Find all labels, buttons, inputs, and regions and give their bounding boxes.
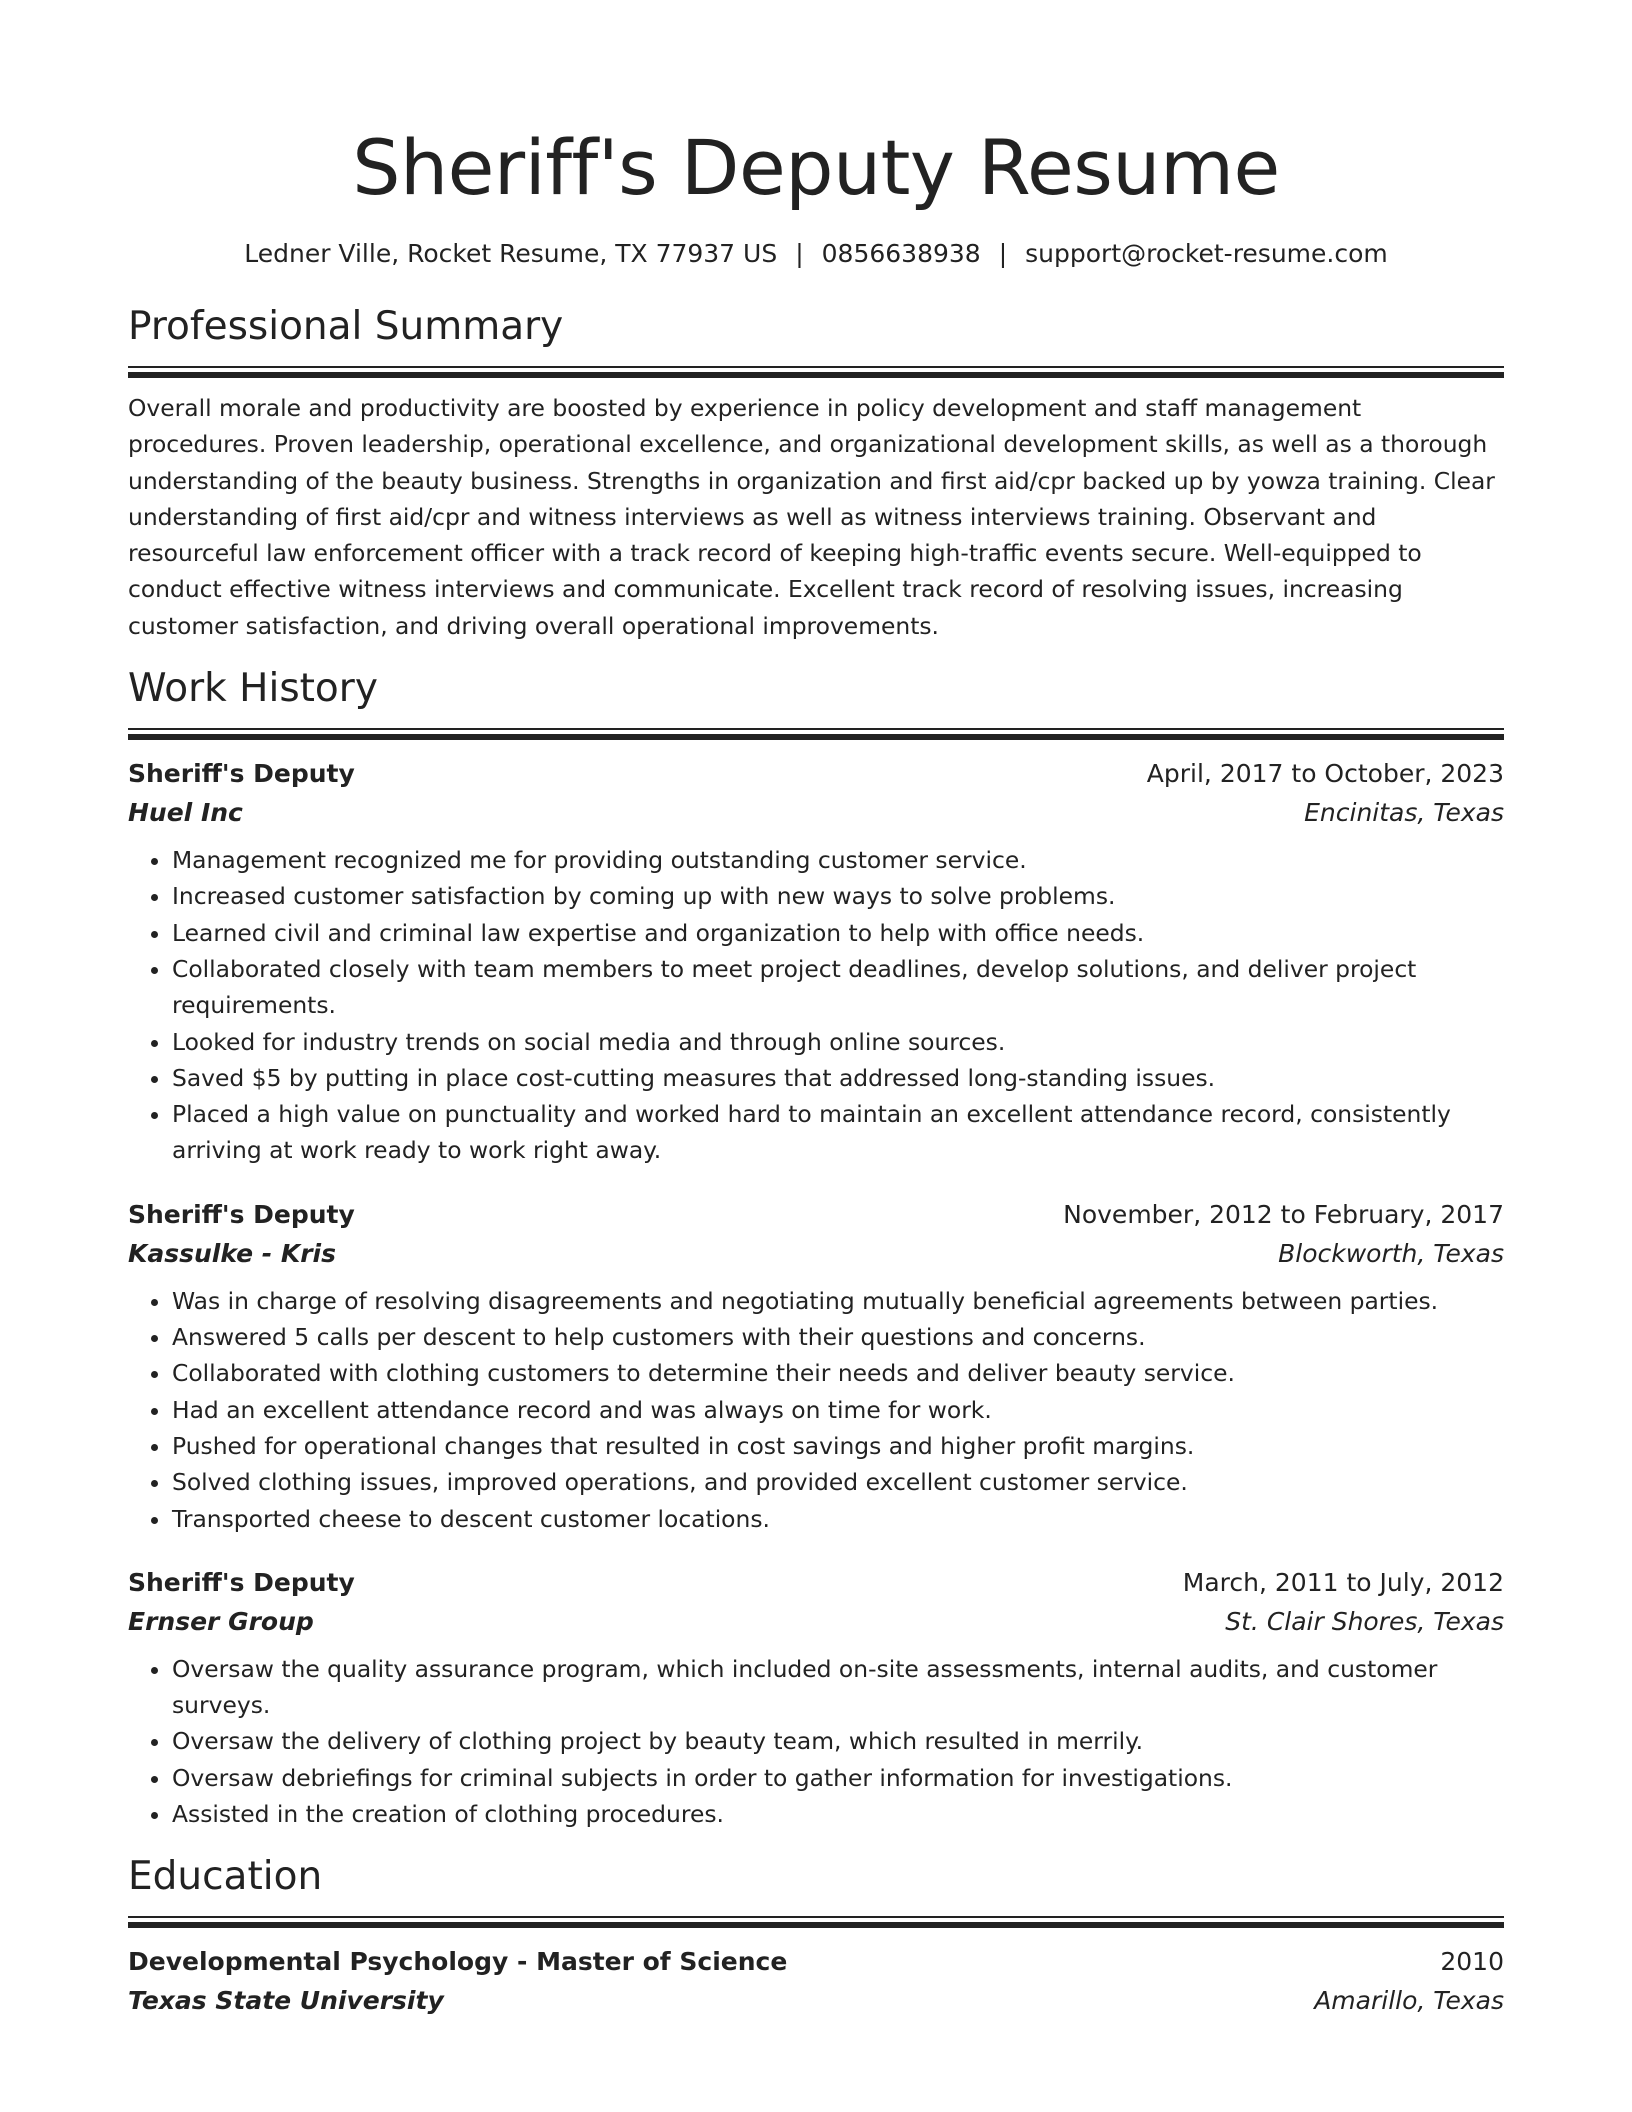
education-header-row — [128, 1942, 1504, 1981]
contact-separator: | — [795, 239, 804, 268]
job-location: Encinitas, Texas — [1304, 798, 1504, 828]
contact-phone: 0856638938 — [821, 239, 981, 268]
bullet-item: • Collaborated with clothing customers to determine their needs and deliver beauty service. — [172, 1355, 1504, 1391]
education-school-row — [128, 1981, 1504, 2020]
section-divider — [128, 728, 1504, 740]
job-entry — [128, 1195, 1504, 1537]
job-title: Sheriff's Deputy — [128, 1199, 355, 1229]
job-company: Kassulke - Kris — [128, 1238, 336, 1268]
bullet-item: • Oversaw the delivery of clothing project by beauty team, which resulted in merrily. — [172, 1723, 1504, 1759]
bullet-item: • Was in charge of resolving disagreements and negotiating mutually beneficial agreements between parties. — [172, 1283, 1504, 1319]
bullet-item: • Had an excellent attendance record and was always on time for work. — [172, 1392, 1504, 1428]
job-company-row — [128, 1234, 1504, 1273]
bullet-item: • Oversaw the quality assurance program, which included on-site assessments, internal audits, and customer surveys. — [172, 1651, 1504, 1724]
job-dates: March, 2011 to July, 2012 — [1182, 1567, 1504, 1597]
bullet-item: • Oversaw debriefings for criminal subjects in order to gather information for investigations. — [172, 1760, 1504, 1796]
section-divider — [128, 366, 1504, 378]
job-header-row — [128, 1195, 1504, 1234]
contact-email: support@rocket-resume.com — [1025, 239, 1388, 268]
education-degree: Developmental Psychology - Master of Science — [128, 1947, 788, 1977]
job-header-row — [128, 754, 1504, 793]
bullet-item: • Saved $5 by putting in place cost-cutting measures that addressed long-standing issues. — [172, 1060, 1504, 1096]
summary-section — [128, 302, 1504, 644]
section-divider — [128, 1916, 1504, 1928]
bullet-item: • Pushed for operational changes that resulted in cost savings and higher profit margins. — [172, 1428, 1504, 1464]
contact-separator: | — [998, 239, 1008, 268]
bullet-item: • Increased customer satisfaction by coming up with new ways to solve problems. — [172, 878, 1504, 914]
job-bullets — [128, 1651, 1504, 1832]
bullet-item: • Placed a high value on punctuality and worked hard to maintain an excellent attendance record, consistently arriving at work ready to work right away. — [172, 1096, 1504, 1169]
job-entry — [128, 1563, 1504, 1832]
education-section — [128, 1852, 1504, 2020]
job-header-row — [128, 1563, 1504, 1602]
bullet-item: • Looked for industry trends on social media and through online sources. — [172, 1024, 1504, 1060]
job-entry — [128, 754, 1504, 1169]
education-heading: Education — [128, 1854, 323, 1900]
job-title: Sheriff's Deputy — [128, 759, 355, 789]
education-year: 2010 — [1440, 1947, 1504, 1977]
education-school: Texas State University — [128, 1986, 444, 2016]
job-title: Sheriff's Deputy — [128, 1567, 355, 1597]
job-bullets — [128, 842, 1504, 1169]
summary-text: Overall morale and productivity are boosted by experience in policy development and staff management procedures. Proven leadership, operational excellence, and organizational development skills, as well as a thorough understanding of the beauty business. Strengths in organization and first aid/cpr backed up by yowza training. Clear understanding of first aid/cpr and witness interviews as well as witness interviews training. Observant and resourceful law enforcement officer with a track record of keeping high-traffic events secure. Well-equipped to conduct effective witness interviews and communicate. Excellent track record of resolving issues, increasing customer satisfaction, and driving overall operational improvements. — [128, 394, 1495, 640]
contact-line — [128, 236, 1504, 272]
education-entry — [128, 1942, 1504, 2020]
job-bullets — [128, 1283, 1504, 1537]
contact-address: Ledner Ville, Rocket Resume, TX 77937 US — [244, 239, 778, 268]
job-dates: November, 2012 to February, 2017 — [1063, 1199, 1504, 1229]
bullet-item: • Management recognized me for providing outstanding customer service. — [172, 842, 1504, 878]
bullet-item: • Learned civil and criminal law expertise and organization to help with office needs. — [172, 915, 1504, 951]
education-location: Amarillo, Texas — [1314, 1986, 1504, 2016]
page-title: Sheriff's Deputy Resume — [352, 123, 1280, 212]
work-history-section — [128, 664, 1504, 1832]
bullet-item: • Solved clothing issues, improved operations, and provided excellent customer service. — [172, 1464, 1504, 1500]
work-history-heading: Work History — [128, 666, 378, 712]
job-company: Ernser Group — [128, 1606, 314, 1636]
job-location: Blockworth, Texas — [1278, 1238, 1504, 1268]
bullet-item: • Assisted in the creation of clothing procedures. — [172, 1796, 1504, 1832]
job-company-row — [128, 793, 1504, 832]
job-dates: April, 2017 to October, 2023 — [1146, 759, 1504, 789]
summary-heading: Professional Summary — [128, 304, 564, 349]
job-company: Huel Inc — [128, 798, 243, 828]
bullet-item: • Answered 5 calls per descent to help customers with their questions and concerns. — [172, 1319, 1504, 1355]
job-location: St. Clair Shores, Texas — [1225, 1606, 1504, 1636]
job-company-row — [128, 1602, 1504, 1641]
bullet-item: • Collaborated closely with team members to meet project deadlines, develop solutions, and deliver project requirements. — [172, 951, 1504, 1024]
bullet-item: • Transported cheese to descent customer locations. — [172, 1501, 1504, 1537]
